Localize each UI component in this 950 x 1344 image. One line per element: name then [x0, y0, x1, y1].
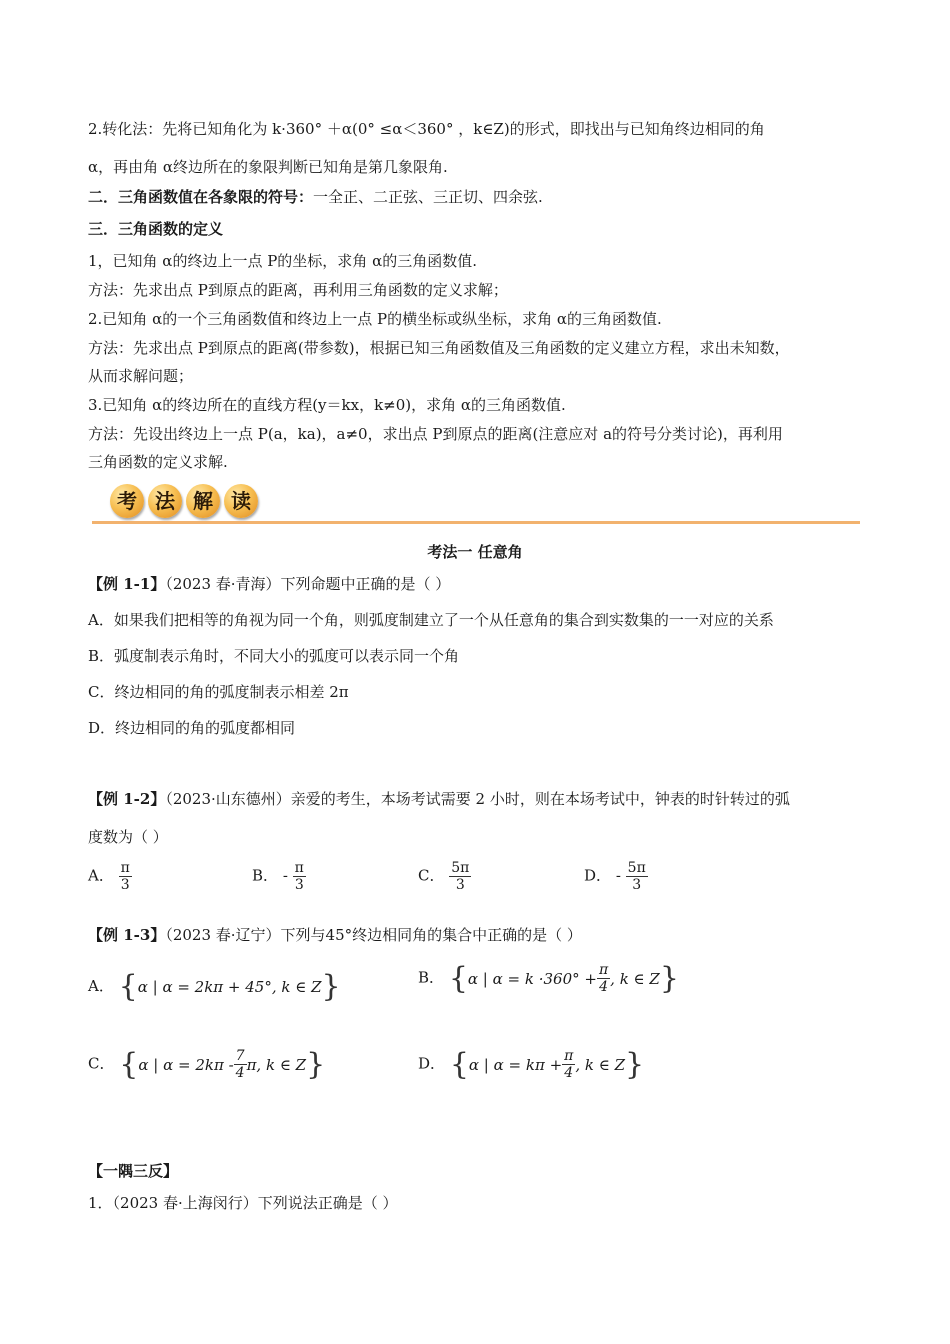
ex3-stem-pre: （2023 春·辽宁）下列与 [165, 926, 326, 944]
ex2-option-c [418, 860, 471, 893]
section3-item: 从而求解问题； [88, 367, 194, 385]
fraction-denominator: 4 [599, 979, 609, 995]
ex1-option-c: C．终边相同的角的弧度制表示相差 2π [88, 683, 349, 701]
fraction [597, 962, 610, 995]
section3-item: 三角函数的定义求解. [88, 453, 228, 471]
ex3-option-a [88, 969, 341, 1004]
banner-char: 读 [224, 484, 258, 518]
section2-line [88, 186, 543, 208]
option-label: A． [88, 866, 114, 885]
banner-char: 法 [148, 484, 182, 518]
set-expression: { α | α = kπ + $\frac{\pi}{4}$ , k ∈ Z } [449, 1046, 645, 1082]
option-label: A． [88, 977, 114, 995]
fraction-denominator: 4 [564, 1065, 574, 1081]
practice-heading: 【一隅三反】 [88, 1162, 179, 1180]
ex1-stem-line [88, 573, 450, 595]
fraction [449, 860, 471, 893]
fraction-numerator: 5π [627, 860, 646, 876]
method-banner [88, 482, 860, 528]
fraction-numerator: 5π [451, 860, 470, 876]
ex3-stem-post: 终边相同角的集合中正确的是（ ） [352, 926, 582, 944]
option-label: C． [418, 866, 445, 885]
section3-item: 方法：先求出点 P到原点的距离，再利用三角函数的定义求解； [88, 281, 508, 299]
ex2-stem: （2023·山东德州）亲爱的考生，本场考试需要 2 小时，则在本场考试中，钟表的时针转过的弧 [165, 790, 790, 808]
option-label: B． [252, 866, 279, 885]
ex2-option-d [584, 860, 648, 893]
fraction-denominator: 3 [120, 877, 130, 893]
fraction-denominator: 3 [632, 877, 642, 893]
ex2-stem-2: 度数为（ ） [88, 828, 168, 846]
minus-sign: - [282, 866, 288, 885]
ex2-stem-line [88, 788, 790, 810]
set-expr: , k ∈ Z [610, 969, 660, 988]
fraction [234, 1048, 247, 1081]
practice-q1: 1．（2023 春·上海闵行）下列说法正确是（ ） [88, 1194, 398, 1212]
fraction-numerator: π [120, 860, 130, 876]
minus-sign: - [615, 866, 621, 885]
ex3-tag: 【例 1-3】 [88, 926, 166, 944]
fraction-numerator: 7 [235, 1048, 245, 1064]
section2-heading: 二．三角函数值在各象限的符号： [88, 188, 314, 206]
fraction [626, 860, 648, 893]
set-expr: α | α = kπ + [468, 1055, 563, 1074]
ex3-option-b [418, 962, 679, 995]
ex3-stem-angle: 45° [325, 926, 353, 944]
ex1-stem: （2023 春·青海）下列命题中正确的是（ ） [165, 575, 451, 593]
intro-line-1: 2.转化法：先将已知角化为 k·360° ＋α(0° ≤α＜360° ，k∈Z)的形式，即找出与已知角终边相同的角 [88, 120, 765, 138]
set-expression: { α | α = 2kπ - $\frac{7}{4}$ π, k ∈ Z } [119, 1046, 326, 1082]
section3-item: 3.已知角 α的终边所在的直线方程(y＝kx，k≠0)，求角 α的三角函数值. [88, 396, 566, 414]
ex1-option-b: B．弧度制表示角时，不同大小的弧度可以表示同一个角 [88, 647, 460, 665]
fraction-numerator: π [294, 860, 304, 876]
fraction-denominator: 4 [235, 1065, 245, 1081]
fraction [562, 1048, 575, 1081]
ex1-tag: 【例 1-1】 [88, 575, 166, 593]
ex2-option-b [252, 860, 306, 893]
section3-item: 方法：先设出终边上一点 P(a，ka)，a≠0，求出点 P到原点的距离(注意应对 a的符号分类讨论)，再利用 [88, 425, 783, 443]
banner-char: 解 [186, 484, 220, 518]
section3-item: 2.已知角 α的一个三角函数值和终边上一点 P的横坐标或纵坐标，求角 α的三角函数值. [88, 310, 662, 328]
banner-underline [92, 521, 860, 524]
option-label: C． [88, 1054, 115, 1073]
option-label: D． [418, 1054, 446, 1073]
fraction-numerator: π [564, 1048, 574, 1064]
set-expr: α | α = 2kπ + 45°, k ∈ Z [137, 978, 322, 996]
method-title: 考法一 任意角 [427, 543, 523, 561]
fraction-denominator: 3 [455, 877, 465, 893]
section2-rest: 一全正、二正弦、三正切、四余弦. [313, 188, 543, 206]
ex1-option-a: A．如果我们把相等的角视为同一个角，则弧度制建立了一个从任意角的集合到实数集的一一对应的关系 [88, 611, 774, 629]
section3-item: 方法：先求出点 P到原点的距离(带参数)，根据已知三角函数值及三角函数的定义建立方程，求出未知数， [88, 339, 790, 357]
intro-line-2: α，再由角 α终边所在的象限判断已知角是第几象限角. [88, 158, 448, 176]
section3-item: 1，已知角 α的终边上一点 P的坐标，求角 α的三角函数值. [88, 252, 477, 270]
ex2-option-a [88, 860, 132, 893]
ex3-option-d [418, 1048, 644, 1081]
ex2-tag: 【例 1-2】 [88, 790, 166, 808]
banner-char: 考 [110, 484, 144, 518]
set-expr: , k ∈ Z [575, 1055, 626, 1074]
ex1-option-d: D．终边相同的角的弧度都相同 [88, 719, 296, 737]
fraction-denominator: 3 [294, 877, 304, 893]
ex3-stem-line [88, 924, 582, 946]
set-expression: { α | α = k ·360° + $\frac{\pi}{4}$ , k ∈ Z } [448, 960, 679, 996]
option-label: D． [584, 866, 612, 885]
ex3-option-c [88, 1048, 325, 1081]
fraction-numerator: π [598, 962, 609, 978]
set-expr: α | α = k ·360° + [467, 969, 597, 988]
option-label: B． [418, 968, 445, 987]
fraction [119, 860, 132, 893]
set-expr: α | α = 2kπ - [138, 1055, 234, 1074]
fraction [293, 860, 306, 893]
set-expression: { α | α = 2kπ + 45°, k ∈ Z } [118, 969, 341, 1004]
section3-heading: 三．三角函数的定义 [88, 220, 224, 238]
set-expr: π, k ∈ Z [246, 1055, 307, 1074]
